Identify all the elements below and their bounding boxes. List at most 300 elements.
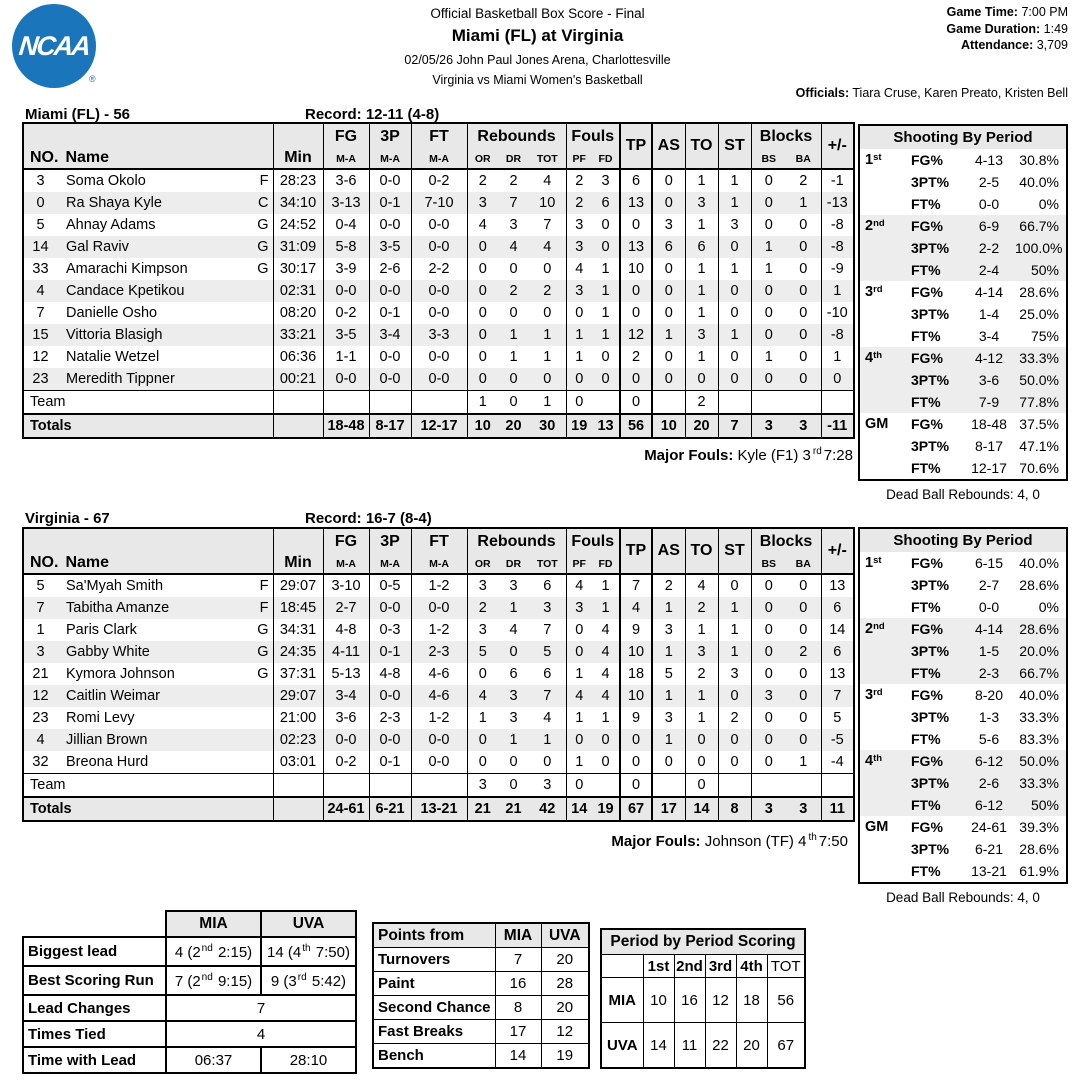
player-name: Amarachi Kimpson xyxy=(66,261,188,277)
shooting-period xyxy=(859,728,911,750)
shooting-made-att: 2-3 xyxy=(978,665,1000,681)
cell-plusminus: 13 xyxy=(821,663,854,685)
miami-box-header xyxy=(23,123,854,169)
cell-tot: 1 xyxy=(543,732,552,748)
cell-ba: 0 xyxy=(799,261,808,277)
shooting-stat-label: 3PT% xyxy=(911,709,950,725)
points-from-mia-value: 8 xyxy=(495,996,541,1020)
col-header-fg-ma: M-A xyxy=(323,150,369,169)
shooting-pct: 61.9% xyxy=(1019,863,1059,879)
totals-bs: 3 xyxy=(751,414,786,438)
cell-dr: 1 xyxy=(509,732,518,748)
cell-tot: 1 xyxy=(543,327,552,343)
cell-3p: 0-0 xyxy=(369,729,411,751)
points-from-uva-value: 20 xyxy=(541,996,589,1020)
report-title: Official Basketball Box Score - Final xyxy=(430,6,645,21)
shooting-row xyxy=(859,750,1067,772)
cell-ft: 0-0 xyxy=(411,236,467,258)
cell-ba: 1 xyxy=(799,754,808,770)
col-header-st: ST xyxy=(718,123,751,169)
cell-plusminus: 6 xyxy=(821,641,854,663)
shooting-made-att: 6-21 xyxy=(974,841,1004,857)
cell-or: 2 xyxy=(467,597,498,619)
cell-fd: 0 xyxy=(601,239,610,255)
cell-ft: 0-0 xyxy=(411,597,467,619)
player-position: F xyxy=(259,600,269,616)
cell-as: 2 xyxy=(652,574,685,597)
cell-as: 0 xyxy=(652,368,685,391)
cell-3p: 0-0 xyxy=(369,214,411,236)
cell-tp: 9 xyxy=(620,619,652,641)
cell-ba: 0 xyxy=(799,349,808,365)
shooting-period: GM xyxy=(865,416,889,432)
cell-ba: 2 xyxy=(799,173,808,189)
shooting-stat-label: FG% xyxy=(911,284,943,300)
col-header-fd: FD xyxy=(592,150,620,169)
player-name-cell xyxy=(57,751,273,774)
cell-as: 3 xyxy=(652,214,685,236)
shooting-pct: 50% xyxy=(1030,797,1059,813)
shooting-made-att: 8-17 xyxy=(974,438,1004,454)
miami-shooting-panel xyxy=(858,124,1068,502)
team-to: 2 xyxy=(685,391,718,415)
cell-ft: 0-0 xyxy=(411,368,467,391)
player-name-cell xyxy=(57,663,273,685)
cell-fg: 4-8 xyxy=(323,619,369,641)
cell-tot: 0 xyxy=(543,305,552,321)
biggest-lead-row xyxy=(23,937,356,966)
cell-fd: 0 xyxy=(601,349,610,365)
player-name-cell xyxy=(57,169,273,192)
cell-pf: 4 xyxy=(566,574,592,597)
shooting-made-att: 1-5 xyxy=(978,643,1000,659)
shooting-row xyxy=(859,640,1067,662)
cell-ft: 7-10 xyxy=(411,192,467,214)
shooting-row xyxy=(859,237,1067,259)
shooting-period xyxy=(859,259,911,281)
cell-pf: 0 xyxy=(566,368,592,391)
cell-3p: 4-8 xyxy=(369,663,411,685)
cell-as: 0 xyxy=(652,302,685,324)
cell-dr: 0 xyxy=(509,261,518,277)
cell-ft: 0-0 xyxy=(411,346,467,368)
cell-3p: 0-5 xyxy=(369,574,411,597)
shooting-pct: 20.0% xyxy=(1019,643,1059,659)
cell-as: 0 xyxy=(652,346,685,368)
col-header-as: AS xyxy=(652,528,685,574)
shooting-made-att: 5-6 xyxy=(978,731,1000,747)
points-from-label: Bench xyxy=(373,1044,495,1069)
points-from-table xyxy=(372,922,590,1069)
cell-as: 1 xyxy=(652,597,685,619)
cell-pf: 1 xyxy=(566,324,592,346)
col-header-fouls: Fouls xyxy=(566,528,620,555)
points-from-label: Fast Breaks xyxy=(373,1020,495,1044)
shooting-row xyxy=(859,369,1067,391)
cell-st: 0 xyxy=(718,346,751,368)
game-info xyxy=(946,4,1068,54)
player-position: G xyxy=(257,261,269,277)
shooting-row xyxy=(859,794,1067,816)
shooting-pct: 50.0% xyxy=(1019,372,1059,388)
cell-to: 1 xyxy=(685,258,718,280)
shooting-row xyxy=(859,391,1067,413)
shooting-period: 2nd xyxy=(865,621,885,637)
shooting-row xyxy=(859,259,1067,281)
player-row xyxy=(23,729,854,751)
shooting-period xyxy=(859,193,911,215)
player-name: Kymora Johnson xyxy=(66,666,175,682)
attendance: Attendance: 3,709 xyxy=(961,38,1068,52)
cell-to: 3 xyxy=(685,324,718,346)
col-header-3p-ma: M-A xyxy=(369,555,411,574)
cell-ba: 0 xyxy=(799,622,808,638)
cell-bs: 0 xyxy=(751,214,786,236)
cell-ba: 0 xyxy=(799,666,808,682)
cell-tot: 7 xyxy=(543,622,552,638)
shooting-period xyxy=(859,706,911,728)
cell-min: 29:07 xyxy=(273,574,323,597)
player-row xyxy=(23,169,854,192)
miami-major-fouls: Major Fouls: Kyle (F1) 3 $^{rd}$ 7:28 xyxy=(644,446,853,464)
shooting-made-att: 2-5 xyxy=(978,174,1000,190)
totals-tot: 30 xyxy=(529,414,566,438)
cell-dr: 0 xyxy=(509,305,518,321)
totals-row xyxy=(23,414,854,438)
cell-ba: 0 xyxy=(799,283,808,299)
shooting-stat-label: FG% xyxy=(911,555,943,571)
col-header-to: TO xyxy=(685,528,718,574)
cell-to: 3 xyxy=(685,641,718,663)
virginia-shooting-table xyxy=(858,527,1068,884)
totals-ba: 3 xyxy=(786,414,821,438)
time-with-lead-label: Time with Lead xyxy=(23,1047,166,1073)
col-header-as: AS xyxy=(652,123,685,169)
points-from-label: Turnovers xyxy=(373,948,495,972)
virginia-players xyxy=(23,574,854,774)
cell-dr: 1 xyxy=(509,349,518,365)
cell-fd: 3 xyxy=(601,173,610,189)
virginia-team-title: Virginia - 67 xyxy=(25,510,110,527)
shooting-stat-label: FG% xyxy=(911,416,943,432)
cell-or: 0 xyxy=(467,346,498,368)
cell-ba: 0 xyxy=(799,371,808,387)
player-row xyxy=(23,346,854,368)
col-header-3p: 3P xyxy=(369,123,411,150)
team-row xyxy=(23,391,854,415)
cell-plusminus: 1 xyxy=(821,280,854,302)
team-label: Team xyxy=(23,391,273,415)
lead-changes-value: 7 xyxy=(166,995,356,1021)
shooting-made-att: 1-4 xyxy=(978,306,1000,322)
best-scoring-run-uva: 9 (3rd 5:42) xyxy=(261,966,356,995)
shooting-made-att: 6-12 xyxy=(974,753,1004,769)
cell-or: 4 xyxy=(467,685,498,707)
col-header-ft-ma: M-A xyxy=(411,555,467,574)
biggest-lead-label: Biggest lead xyxy=(23,937,166,966)
cell-tp: 12 xyxy=(620,324,652,346)
totals-ft: 12-17 xyxy=(411,414,467,438)
cell-pf: 2 xyxy=(566,169,592,192)
totals-dr: 21 xyxy=(498,797,529,821)
cell-st: 1 xyxy=(718,169,751,192)
cell-bs: 0 xyxy=(751,641,786,663)
shooting-made-att: 6-15 xyxy=(974,555,1004,571)
shooting-pct: 28.6% xyxy=(1019,284,1059,300)
cell-as: 0 xyxy=(652,258,685,280)
cell-as: 0 xyxy=(652,751,685,774)
shooting-period: 1st xyxy=(865,152,882,168)
lead-empty-corner xyxy=(23,911,166,937)
col-header-bs: BS xyxy=(751,555,786,574)
cell-ft: 1-2 xyxy=(411,619,467,641)
shooting-row xyxy=(859,457,1067,480)
period-team-label: UVA xyxy=(601,1023,643,1069)
cell-st: 1 xyxy=(718,192,751,214)
points-from-mia-value: 17 xyxy=(495,1020,541,1044)
cell-fg: 3-6 xyxy=(323,707,369,729)
shooting-pct: 83.3% xyxy=(1019,731,1059,747)
cell-st: 1 xyxy=(718,324,751,346)
col-header-or: OR xyxy=(467,150,498,169)
cell-tot: 0 xyxy=(543,371,552,387)
cell-fd: 0 xyxy=(601,217,610,233)
cell-plusminus: 14 xyxy=(821,619,854,641)
player-position: G xyxy=(257,666,269,682)
cell-to: 1 xyxy=(685,302,718,324)
player-number: 12 xyxy=(32,688,49,704)
cell-ba: 0 xyxy=(799,600,808,616)
team-dr: 0 xyxy=(498,774,529,798)
col-header-fd: FD xyxy=(592,555,620,574)
player-name-cell xyxy=(57,619,273,641)
cell-tp: 10 xyxy=(620,258,652,280)
cell-ba: 2 xyxy=(799,644,808,660)
shooting-stat-label: 3PT% xyxy=(911,306,950,322)
shooting-row xyxy=(859,574,1067,596)
player-number: 7 xyxy=(36,600,45,616)
team-tp: 0 xyxy=(620,774,652,798)
cell-dr: 1 xyxy=(509,327,518,343)
cell-to: 2 xyxy=(685,663,718,685)
time-with-lead-mia: 06:37 xyxy=(166,1047,261,1073)
shooting-stat-label: FG% xyxy=(911,687,943,703)
cell-to: 3 xyxy=(685,192,718,214)
player-name-cell xyxy=(57,729,273,751)
cell-or: 0 xyxy=(467,258,498,280)
shooting-row xyxy=(859,684,1067,706)
player-number: 7 xyxy=(36,305,45,321)
cell-ft: 1-2 xyxy=(411,707,467,729)
virginia-dead-ball-rebounds: Dead Ball Rebounds: 4, 0 xyxy=(886,890,1040,905)
totals-fg: 24-61 xyxy=(323,797,369,821)
totals-label: Totals xyxy=(23,797,273,821)
player-number: 0 xyxy=(36,195,45,211)
cell-tp: 0 xyxy=(620,729,652,751)
period-q1: 14 xyxy=(643,1023,674,1069)
shooting-stat-label: FG% xyxy=(911,218,943,234)
shooting-pct: 50.0% xyxy=(1019,753,1059,769)
cell-to: 1 xyxy=(685,685,718,707)
shooting-pct: 33.3% xyxy=(1019,709,1059,725)
shooting-pct: 33.3% xyxy=(1019,350,1059,366)
cell-tot: 7 xyxy=(543,688,552,704)
shooting-row xyxy=(859,838,1067,860)
cell-tp: 0 xyxy=(620,751,652,774)
cell-plusminus: 6 xyxy=(821,597,854,619)
col-header-st: ST xyxy=(718,528,751,574)
cell-tp: 0 xyxy=(620,302,652,324)
player-row xyxy=(23,641,854,663)
col-header-plusminus: +/- xyxy=(821,123,854,169)
player-row xyxy=(23,663,854,685)
cell-st: 0 xyxy=(718,685,751,707)
shooting-made-att: 6-9 xyxy=(978,218,1000,234)
cell-min: 34:10 xyxy=(273,192,323,214)
shooting-period: GM xyxy=(865,819,889,835)
shooting-stat-label: FG% xyxy=(911,621,943,637)
cell-tp: 2 xyxy=(620,346,652,368)
cell-ba: 0 xyxy=(799,578,808,594)
cell-bs: 1 xyxy=(751,258,786,280)
cell-or: 0 xyxy=(467,751,498,774)
player-position: F xyxy=(259,578,269,594)
time-with-lead-row xyxy=(23,1047,356,1073)
cell-pf: 1 xyxy=(566,663,592,685)
totals-label: Totals xyxy=(23,414,273,438)
player-name-cell xyxy=(57,574,273,597)
cell-dr: 3 xyxy=(509,217,518,233)
cell-fd: 1 xyxy=(601,261,610,277)
col-header-ft: FT xyxy=(411,123,467,150)
cell-tot: 4 xyxy=(543,173,552,189)
cell-ft: 2-2 xyxy=(411,258,467,280)
cell-dr: 4 xyxy=(509,239,518,255)
points-from-col-mia: MIA xyxy=(495,923,541,948)
cell-or: 3 xyxy=(467,192,498,214)
shooting-made-att: 3-6 xyxy=(978,372,1000,388)
cell-tot: 0 xyxy=(543,261,552,277)
cell-fd: 4 xyxy=(601,622,610,638)
points-from-mia-value: 16 xyxy=(495,972,541,996)
shooting-row xyxy=(859,303,1067,325)
cell-tp: 0 xyxy=(620,214,652,236)
cell-fg: 2-7 xyxy=(323,597,369,619)
cell-dr: 3 xyxy=(509,578,518,594)
cell-fg: 3-13 xyxy=(323,192,369,214)
player-row xyxy=(23,574,854,597)
biggest-lead-mia: 4 (2nd 2:15) xyxy=(166,937,261,966)
totals-ft: 13-21 xyxy=(411,797,467,821)
miami-team-title: Miami (FL) - 56 xyxy=(25,106,131,123)
col-header-min: Min xyxy=(273,123,323,169)
cell-ft: 2-3 xyxy=(411,641,467,663)
totals-ba: 3 xyxy=(786,797,821,821)
player-number: 1 xyxy=(36,622,45,638)
period-scoring-row xyxy=(601,978,805,1023)
cell-st: 2 xyxy=(718,707,751,729)
cell-pf: 3 xyxy=(566,214,592,236)
cell-st: 1 xyxy=(718,619,751,641)
cell-tot: 6 xyxy=(543,578,552,594)
cell-plusminus: -10 xyxy=(821,302,854,324)
cell-as: 1 xyxy=(652,641,685,663)
shooting-made-att: 2-6 xyxy=(978,775,1000,791)
cell-3p: 0-0 xyxy=(369,280,411,302)
cell-as: 5 xyxy=(652,663,685,685)
shooting-stat-label: FT% xyxy=(911,196,941,212)
cell-tp: 0 xyxy=(620,280,652,302)
shooting-stat-label: FT% xyxy=(911,665,941,681)
shooting-row xyxy=(859,281,1067,303)
cell-3p: 0-0 xyxy=(369,685,411,707)
cell-min: 02:23 xyxy=(273,729,323,751)
col-header-dr: DR xyxy=(498,555,529,574)
player-number: 32 xyxy=(32,754,49,770)
cell-plusminus: -8 xyxy=(821,236,854,258)
team-or: 1 xyxy=(467,391,498,415)
virginia-summary-rows xyxy=(23,774,854,822)
cell-fd: 1 xyxy=(601,283,610,299)
cell-or: 5 xyxy=(467,641,498,663)
cell-tp: 0 xyxy=(620,368,652,391)
team-tot: 1 xyxy=(529,391,566,415)
cell-bs: 0 xyxy=(751,597,786,619)
cell-min: 00:21 xyxy=(273,368,323,391)
player-name-cell xyxy=(57,685,273,707)
cell-pf: 4 xyxy=(566,258,592,280)
period-scoring-title: Period by Period Scoring xyxy=(601,929,805,955)
period-q2: 11 xyxy=(674,1023,705,1069)
player-name-cell xyxy=(57,280,273,302)
team-pf: 0 xyxy=(566,774,592,798)
cell-fg: 0-0 xyxy=(323,729,369,751)
cell-or: 0 xyxy=(467,236,498,258)
cell-plusminus: -8 xyxy=(821,214,854,236)
player-row xyxy=(23,707,854,729)
cell-fd: 0 xyxy=(601,371,610,387)
player-name: Ra Shaya Kyle xyxy=(66,195,162,211)
shooting-stat-label: FG% xyxy=(911,753,943,769)
totals-or: 10 xyxy=(467,414,498,438)
cell-pf: 0 xyxy=(566,302,592,324)
cell-tot: 7 xyxy=(543,217,552,233)
cell-fg: 5-13 xyxy=(323,663,369,685)
shooting-stat-label: FT% xyxy=(911,262,941,278)
shooting-made-att: 4-14 xyxy=(974,284,1004,300)
cell-tot: 0 xyxy=(543,754,552,770)
cell-tp: 9 xyxy=(620,707,652,729)
totals-pf: 19 xyxy=(566,414,592,438)
cell-plusminus: -1 xyxy=(821,169,854,192)
cell-tp: 10 xyxy=(620,685,652,707)
times-tied-row xyxy=(23,1021,356,1047)
shooting-stat-label: FT% xyxy=(911,460,941,476)
cell-st: 0 xyxy=(718,729,751,751)
cell-3p: 3-5 xyxy=(369,236,411,258)
player-name: Romi Levy xyxy=(66,710,135,726)
shooting-stat-label: FG% xyxy=(911,819,943,835)
col-header-ft-ma: M-A xyxy=(411,150,467,169)
cell-bs: 0 xyxy=(751,302,786,324)
col-header-dr: DR xyxy=(498,150,529,169)
team-tot: 3 xyxy=(529,774,566,798)
cell-fd: 1 xyxy=(601,600,610,616)
shooting-row xyxy=(859,596,1067,618)
team-pf: 0 xyxy=(566,391,592,415)
virginia-shooting-panel xyxy=(858,527,1068,905)
totals-st: 8 xyxy=(718,797,751,821)
